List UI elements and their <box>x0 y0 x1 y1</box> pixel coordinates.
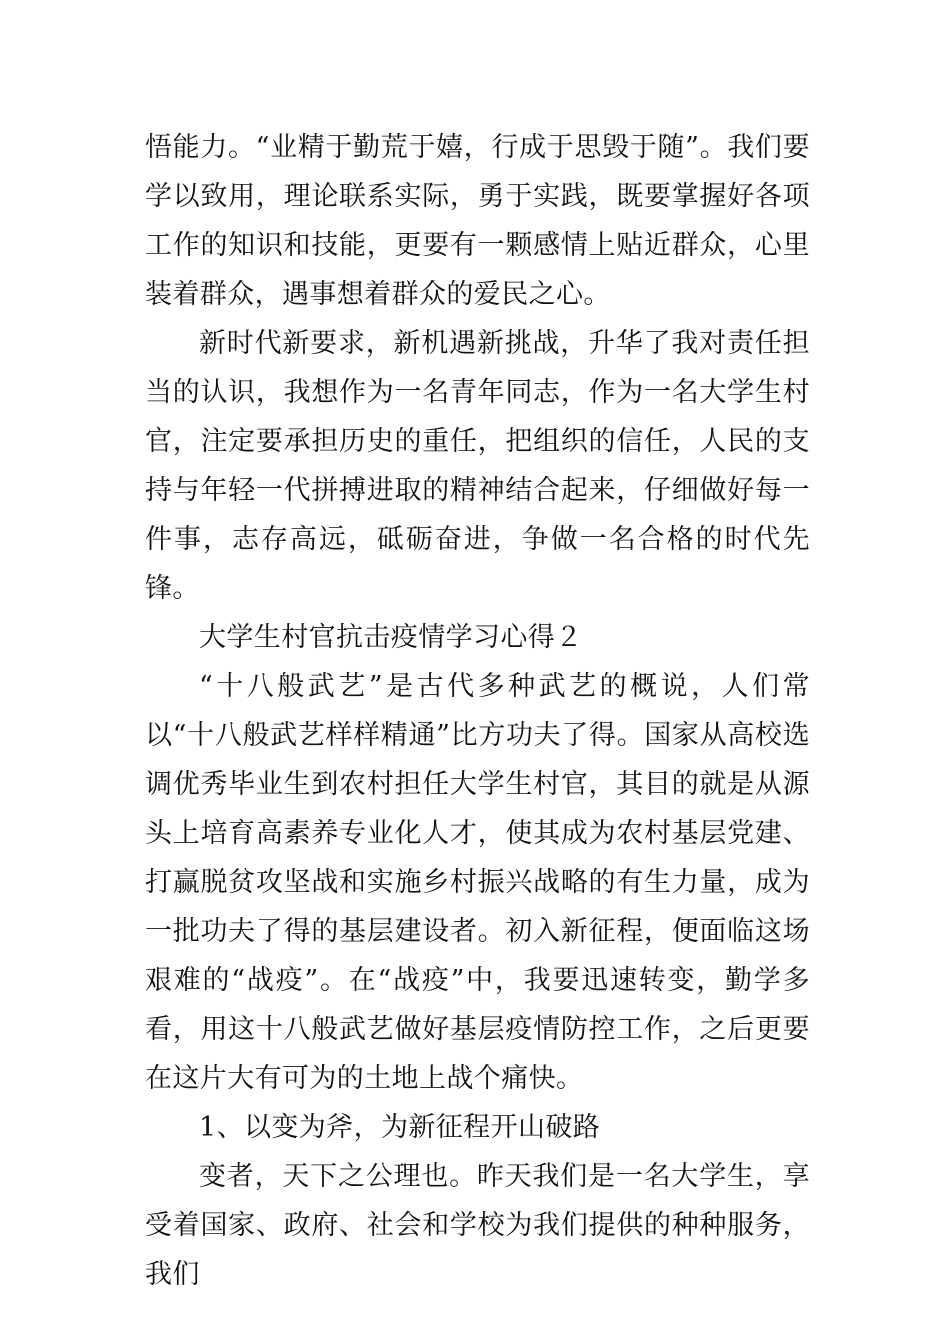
section-title: 大学生村官抗击疫情学习心得２ <box>199 622 583 653</box>
paragraph-responsibility: 新时代新要求，新机遇新挑战，升华了我对责任担当的认识，我想作为一名青年同志，作为一名大学生村官，注定要承担历史的重任，把组织的信任，人民的支持与年轻一代拼搏进取的精神结合起来，仔细做好每一件事，志存高远，砥砺奋进，争做一名合格的时代先锋。 <box>145 328 810 604</box>
document-page <box>145 123 810 1299</box>
paragraph-change: 变者，天下之公理也。昨天我们是一名大学生，享受着国家、政府、社会和学校为我们提供的种种服务，我们 <box>145 1161 810 1290</box>
subsection-title: 1、以变为斧，为新征程开山破路 <box>199 1112 601 1143</box>
paragraph-eighteen-skills: “十八般武艺”是古代多种武艺的概说，人们常以“十八般武艺样样精通”比方功夫了得。国家从高校选调优秀毕业生到农村担任大学生村官，其目的就是从源头上培育高素养专业化人才，使其成为农村基层党建、打赢脱贫攻坚战和实施乡村振兴战略的有生力量，成为一批功夫了得的基层建设者。初入新征程，便面临这场艰难的“战疫”。在“战疫”中，我要迅速转变，勤学多看，用这十八般武艺做好基层疫情防控工作，之后更要在这片大有可为的土地上战个痛快。 <box>145 671 810 1094</box>
paragraph-continuation: 悟能力。“业精于勤荒于嬉，行成于思毁于随”。我们要学以致用，理论联系实际，勇于实践，既要掌握好各项工作的知识和技能，更要有一颗感情上贴近群众，心里装着群众，遇事想着群众的爱民之心。 <box>145 132 810 310</box>
